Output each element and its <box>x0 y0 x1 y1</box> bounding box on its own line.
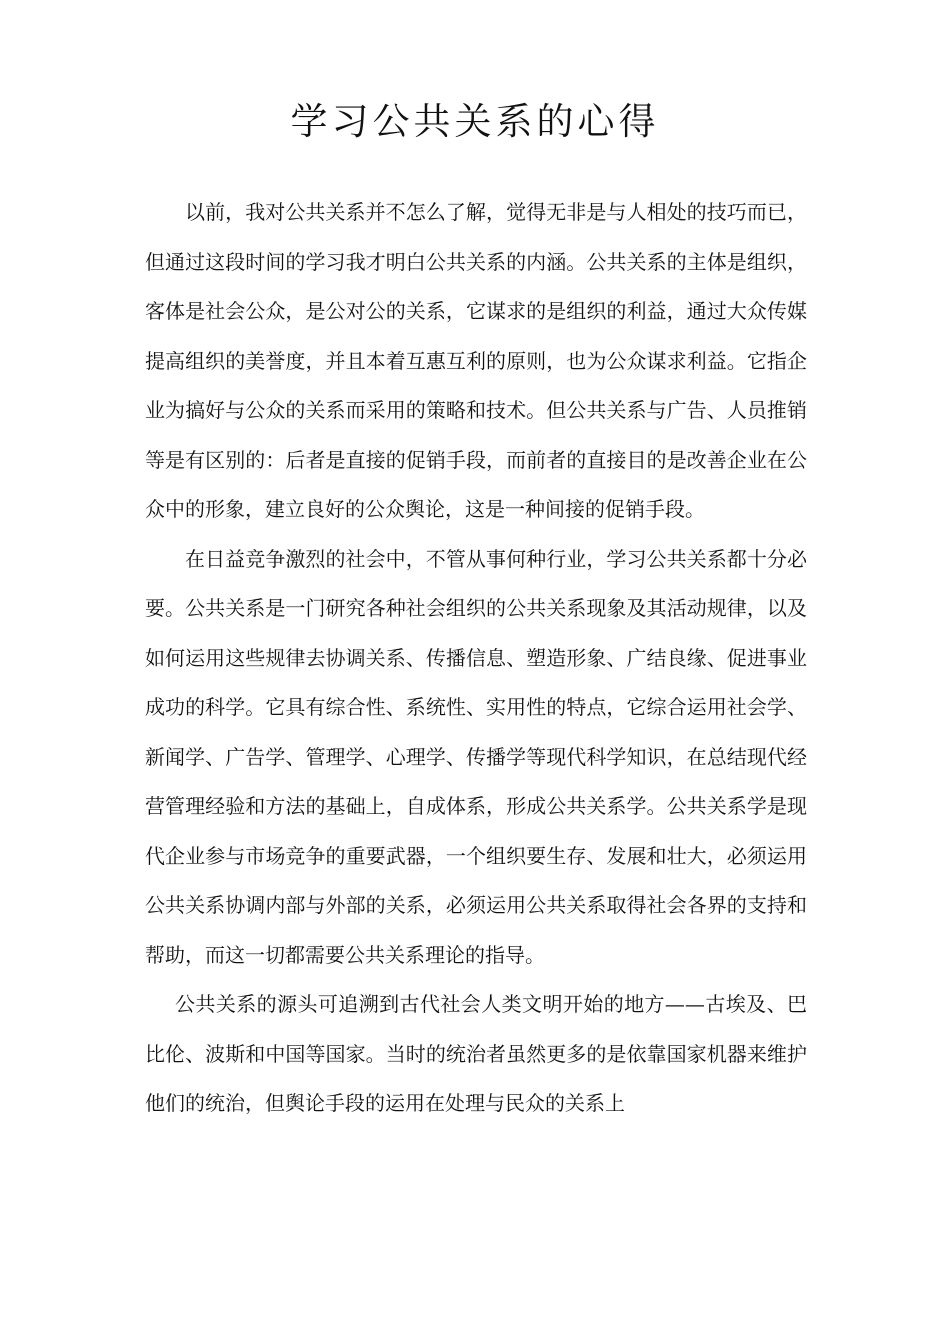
document-title: 学习公共关系的心得 <box>290 100 660 143</box>
document-body <box>145 188 807 1129</box>
paragraph-1: 以前，我对公共关系并不怎么了解，觉得无非是与人相处的技巧而已，但通过这段时间的学习我才明白公共关系的内涵。公共关系的主体是组织，客体是社会公众，是公对公的关系，它谋求的是组织的利益，通过大众传媒提高组织的美誉度，并且本着互惠互利的原则，也为公众谋求利益。它指企业为搞好与公众的关系而采用的策略和技术。但公共关系与广告、人员推销等是有区别的：后者是直接的促销手段，而前者的直接目的是改善企业在公众中的形象，建立良好的公众舆论，这是一种间接的促销手段。 <box>145 200 807 521</box>
paragraph-2: 在日益竞争激烈的社会中，不管从事何种行业，学习公共关系都十分必要。公共关系是一门研究各种社会组织的公共关系现象及其活动规律，以及如何运用这些规律去协调关系、传播信息、塑造形象、广结良缘、促进事业成功的科学。它具有综合性、系统性、实用性的特点，它综合运用社会学、新闻学、广告学、管理学、心理学、传播学等现代科学知识，在总结现代经营管理经验和方法的基础上，自成体系，形成公共关系学。公共关系学是现代企业参与市场竞争的重要武器，一个组织要生存、发展和壮大，必须运用公共关系协调内部与外部的关系，必须运用公共关系取得社会各界的支持和帮助，而这一切都需要公共关系理论的指导。 <box>145 546 807 967</box>
paragraph-3: 公共关系的源头可追溯到古代社会人类文明开始的地方——古埃及、巴比伦、波斯和中国等国家。当时的统治者虽然更多的是依靠国家机器来维护他们的统治，但舆论手段的运用在处理与民众的关系上 <box>145 992 807 1115</box>
